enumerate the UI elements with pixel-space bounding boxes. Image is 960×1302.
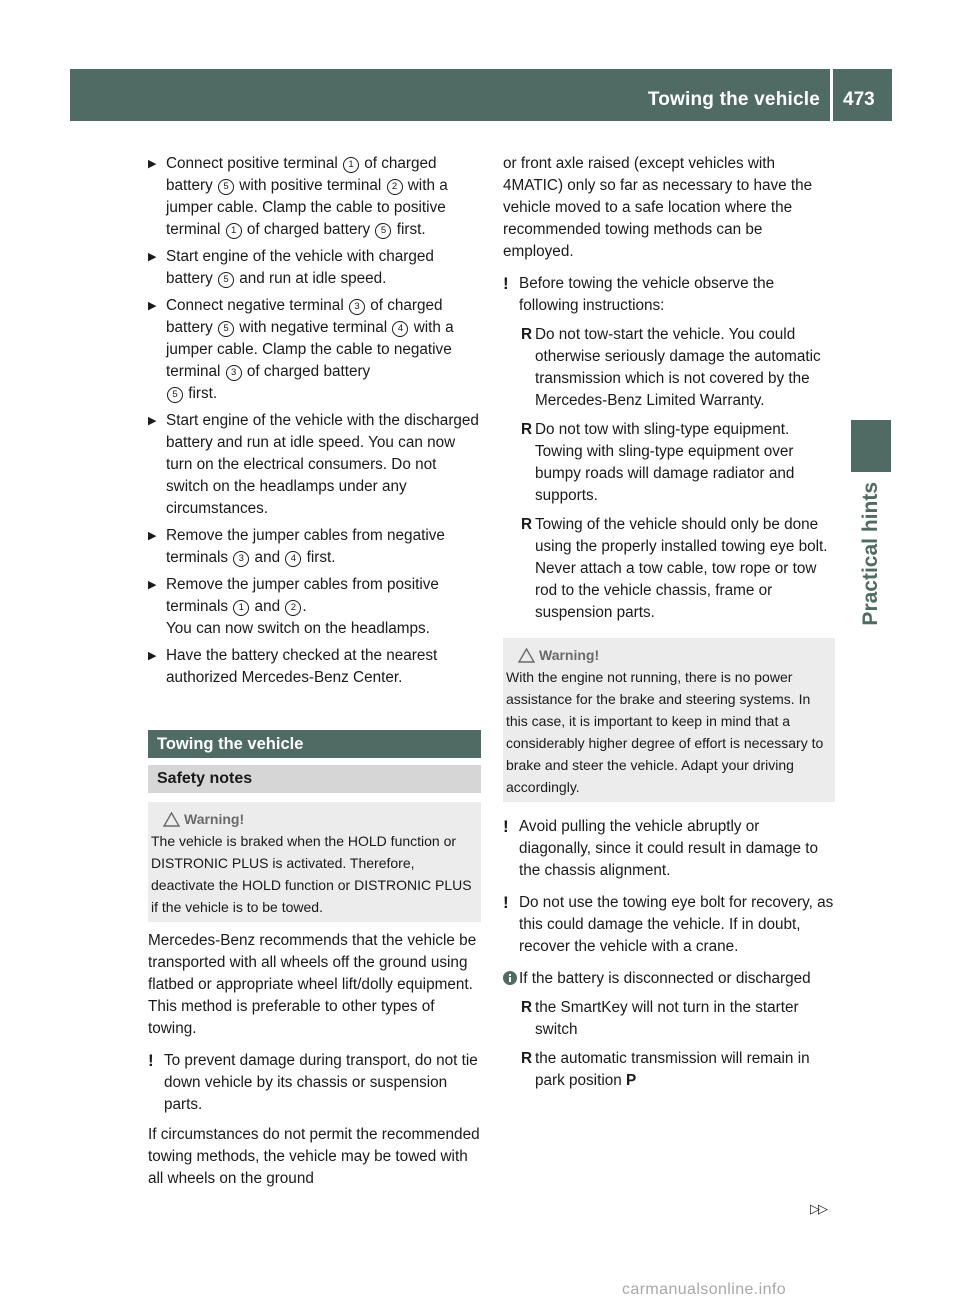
caution-note-text: Before towing the vehicle observe the following instructions: [519,275,775,314]
instruction-step [148,153,481,241]
step-text: Connect positive terminal [166,155,342,172]
exclamation-icon: ! [148,1051,154,1070]
step-arrow-icon: ▶ [148,251,157,263]
list-item-text: Do not tow-start the vehicle. You could otherwise seriously damage the automatic transmission which is not covered by the Mercedes-Benz Limited Warranty. [535,326,821,409]
list-item-text: the automatic transmission will remain in park position [535,1050,810,1089]
bullet-r-icon: R [521,421,533,438]
warning-heading-text: Warning! [539,647,600,663]
instruction-step [148,574,481,640]
step-text: first. [302,549,336,566]
side-tab [851,420,891,472]
callout-number: 3 [349,299,365,315]
step-text: and [250,549,285,566]
step-text: with positive terminal [235,177,386,194]
right-column [503,153,835,1092]
callout-number: 5 [167,387,183,403]
instruction-step [148,410,481,520]
list-item-text: the SmartKey will not turn in the starter switch [535,999,799,1038]
step-arrow-icon: ▶ [148,579,157,591]
header-divider [830,69,833,121]
subsection-title: Safety notes [148,765,481,793]
step-text: Remove the jumper cables from positive terminals [166,576,439,615]
caution-note [503,273,835,317]
footer-watermark: carmanualsonline.info [622,1281,787,1298]
bullet-r-icon: R [521,516,533,533]
callout-number: 5 [218,272,234,288]
callout-number: 1 [343,157,359,173]
step-text: Have the battery checked at the nearest authorized Mercedes-Benz Center. [166,647,438,686]
instruction-step [148,645,481,689]
step-text: with a jumper cable. Clamp the cable to positive terminal [166,177,448,238]
step-text: first. [392,221,426,238]
callout-number: 3 [226,365,242,381]
step-arrow-icon: ▶ [148,530,157,542]
step-text: of charged battery [166,155,437,194]
step-text: of charged battery [242,363,371,380]
left-column [148,153,481,1190]
caution-note-text: To prevent damage during transport, do not tie down vehicle by its chassis or suspension parts. [164,1052,478,1113]
info-note-text: If the battery is disconnected or discharged [519,970,811,987]
step-text: Remove the jumper cables from negative terminals [166,527,445,566]
page-number: 473 [843,89,875,110]
body-paragraph: or front axle raised (except vehicles with 4MATIC) only so far as necessary to have the vehicle moved to a safe location where the recommended towing methods can be employed. [503,155,813,260]
section-title: Towing the vehicle [148,730,481,758]
warning-box [148,802,481,922]
list-item [503,419,835,507]
step-text: Start engine of the vehicle with charged battery [166,248,434,287]
callout-number: 4 [392,321,408,337]
bullet-r-icon: R [521,326,533,343]
list-item [503,324,835,412]
callout-number: 5 [218,179,234,195]
step-text: You can now switch on the headlamps. [166,620,430,637]
list-item-text: Do not tow with sling-type equipment. Towing with sling-type equipment over bumpy roads will damage radiator and supports. [535,421,795,504]
warning-triangle-icon [518,648,535,663]
callout-number: 3 [233,551,249,567]
callout-number: 1 [233,600,249,616]
warning-heading-text: Warning! [184,811,245,827]
caution-note-text: Avoid pulling the vehicle abruptly or diagonally, since it could result in damage to the chassis alignment. [519,818,819,879]
step-text: and [250,598,285,615]
list-item [503,514,835,624]
step-text: Start engine of the vehicle with the discharged battery and run at idle speed. You can now turn on the electrical consumers. Do not switch on the headlamps under any circumstances. [166,412,479,517]
side-tab-label: Practical hints [859,482,882,626]
step-text: and run at idle speed. [235,270,387,287]
step-text: with a jumper cable. Clamp the cable to negative terminal [166,319,454,380]
step-arrow-icon: ▶ [148,415,157,427]
step-text: of charged battery [166,297,443,336]
warning-body: With the engine not running, there is no power assistance for the brake and steering systems. In this case, it is important to keep in mind that a considerably higher degree of effort is necessary to brake and steer the vehicle. Adapt your driving accordingly. [506,669,824,795]
step-text: . [302,598,307,615]
callout-number: 1 [226,223,242,239]
step-arrow-icon: ▶ [148,158,157,170]
caution-note-text: Do not use the towing eye bolt for recovery, as this could damage the vehicle. If in doubt, recover the vehicle with a crane. [519,894,834,955]
callout-number: 2 [285,600,301,616]
exclamation-icon: ! [503,274,509,293]
callout-number: 5 [218,321,234,337]
caution-note [503,816,835,882]
park-position-letter: P [625,1072,637,1089]
page-header-title: Towing the vehicle [647,89,820,110]
callout-number: 4 [285,551,301,567]
exclamation-icon: ! [503,817,509,836]
warning-heading [151,808,478,830]
continue-arrows-icon: ▷▷ [810,1201,826,1216]
warning-body: The vehicle is braked when the HOLD function or DISTRONIC PLUS is activated. Therefore, deactivate the HOLD function or DISTRONIC PLUS if the vehicle is to be towed. [151,833,472,915]
body-paragraph: Mercedes-Benz recommends that the vehicle be transported with all wheels off the ground using flatbed or appropriate wheel lift/dolly equipment. This method is preferable to other types of towing. [148,932,477,1037]
instruction-step [148,525,481,569]
info-note [503,968,835,990]
instruction-step [148,246,481,290]
body-paragraph: If circumstances do not permit the recommended towing methods, the vehicle may be towed with all wheels on the ground [148,1126,480,1187]
list-item [503,1048,835,1092]
step-text: of charged battery [242,221,375,238]
bullet-r-icon: R [521,1050,533,1067]
callout-number: 5 [375,223,391,239]
callout-number: 2 [387,179,403,195]
warning-box [503,638,835,802]
info-icon [503,971,517,985]
step-arrow-icon: ▶ [148,300,157,312]
warning-triangle-icon [163,812,180,827]
caution-note [148,1050,481,1116]
list-item-text: Towing of the vehicle should only be done using the properly installed towing eye bolt. Never attach a tow cable, tow rope or tow rod to the vehicle chassis, frame or suspension parts. [535,516,828,621]
list-item [503,997,835,1041]
warning-heading [506,644,832,666]
instruction-step [148,295,481,405]
step-text: Connect negative terminal [166,297,348,314]
step-text: first. [184,385,218,402]
caution-note [503,892,835,958]
exclamation-icon: ! [503,893,509,912]
step-arrow-icon: ▶ [148,650,157,662]
step-text: with negative terminal [235,319,392,336]
bullet-r-icon: R [521,999,533,1016]
